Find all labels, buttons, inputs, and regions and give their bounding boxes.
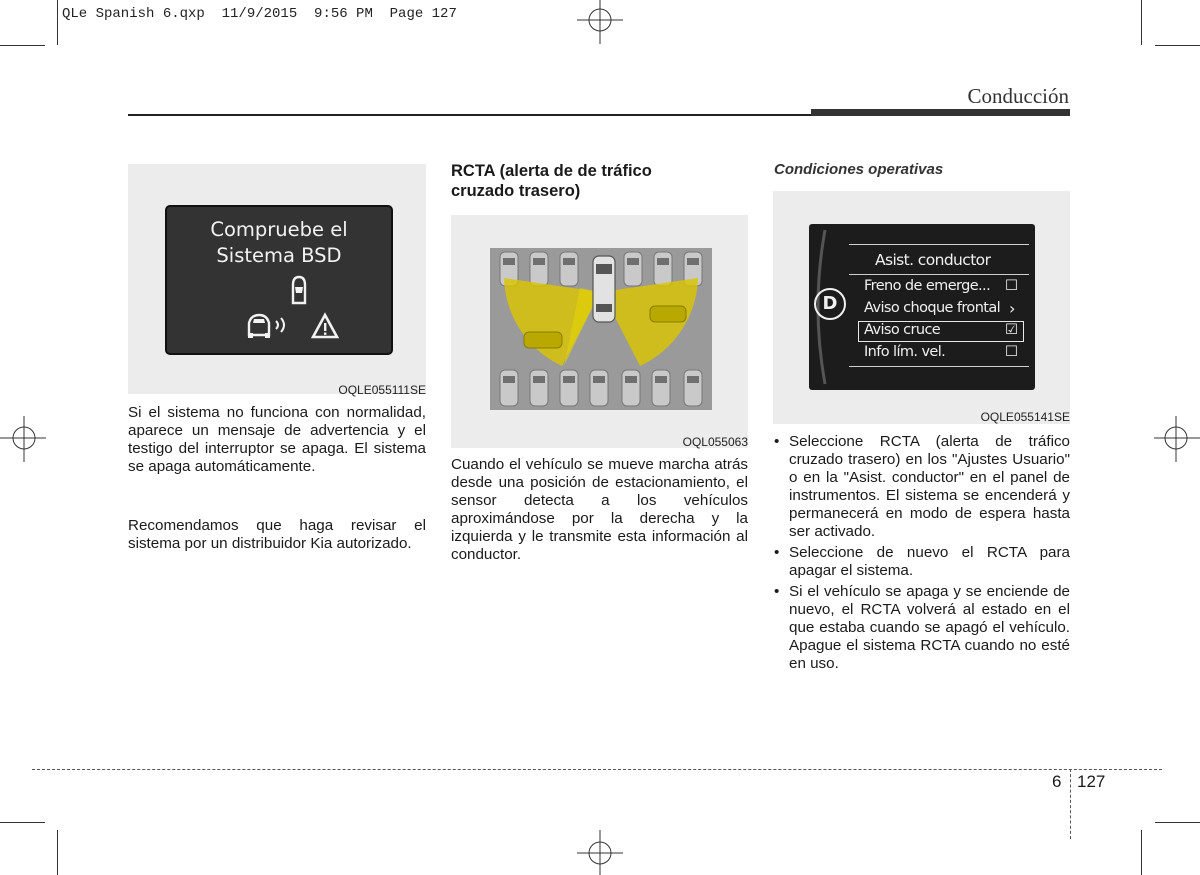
paragraph: Recomendamos que haga revisar el sistema por un distribuidor Kia autorizado. [128,517,426,552]
bullet-item: • Seleccione de nuevo el RCTA para apagar el sistema. [774,544,1070,580]
bsd-message-line2: Sistema BSD [216,244,342,267]
print-header: QLe Spanish 6.qxp 11/9/2015 9:56 PM Page 127 [62,6,457,22]
menu-title: Asist. conductor [875,251,991,269]
registration-mark-bottom [575,830,625,875]
bsd-cars-warning-icon [241,273,341,347]
chapter-number: 6 [1052,772,1062,791]
rcta-heading-line2: cruzado trasero) [451,182,581,200]
header-rule-accent [811,109,1070,116]
paragraph: Cuando el vehículo se mueve marcha atrás desde una posición de estacionamiento, el sensor detecta a los vehículos aproximándose por la derecha y la izquierda y le transmite esta información al conductor. [451,456,748,563]
page-number: 127 [1077,772,1106,791]
crop-mark [1141,830,1142,875]
registration-mark-left [0,414,46,464]
footer-dashed-divider [1070,769,1071,839]
crop-mark [1155,822,1200,823]
checkbox-cross-traffic-checked[interactable]: ☑ [1005,322,1018,338]
menu-item-speed-limit-info[interactable]: Info lím. vel. [864,344,946,360]
menu-divider [849,244,1029,245]
header-rule [128,114,811,116]
menu-divider [849,366,1029,367]
bullet-item: • Si el vehículo se apaga y se enciende de nuevo, el RCTA volverá al estado en el que estaba cuando se apagó el vehículo. Apague el sistema RCTA cuando no esté en uso. [774,583,1070,673]
gear-indicator: D [814,288,846,320]
crop-mark [57,830,58,875]
menu-item-forward-collision[interactable]: Aviso choque frontal [864,300,1001,316]
chevron-right-icon[interactable]: › [1009,299,1015,318]
instrument-cluster-display [809,224,1035,390]
crop-mark [0,45,45,46]
menu-item-cross-traffic[interactable]: Aviso cruce [864,322,941,338]
crop-mark [1155,45,1200,46]
bsd-message-line1: Compruebe el [210,218,348,241]
rcta-heading-line1: RCTA (alerta de de tráfico [451,162,652,180]
crop-mark [1141,0,1142,45]
menu-item-emergency-brake[interactable]: Freno de emerge... [864,278,991,294]
figure-caption: OQLE055111SE [338,383,426,397]
menu-divider [849,274,1029,275]
bullet-item: • Seleccione RCTA (alerta de tráfico cruzado trasero) en los "Ajustes Usuario" o en la "Asist. conductor" en el panel de instrumentos. El sistema se encenderá y permanecerá en modo de espera hasta ser activado. [774,433,1070,541]
registration-mark-right [1154,414,1200,464]
figure-caption: OQLE055141SE [980,410,1070,424]
crop-mark [0,822,45,823]
footer-dashed-rule [32,769,1162,770]
bsd-warning-screen [165,205,393,355]
registration-mark-top [575,0,625,45]
checkbox-speed-limit-info[interactable]: ☐ [1005,344,1018,360]
checkbox-emergency-brake[interactable]: ☐ [1005,278,1018,294]
parking-lot-illustration [490,248,712,410]
figure-caption: OQL055063 [682,435,748,449]
paragraph: Si el sistema no funciona con normalidad, aparece un mensaje de advertencia y el testigo del interruptor se apaga. El sistema se apaga automáticamente. [128,404,426,475]
operating-conditions-subheading: Condiciones operativas [774,161,944,178]
bullet-list [774,433,1070,676]
section-title: Conducción [967,84,1069,108]
crop-mark [57,0,58,45]
